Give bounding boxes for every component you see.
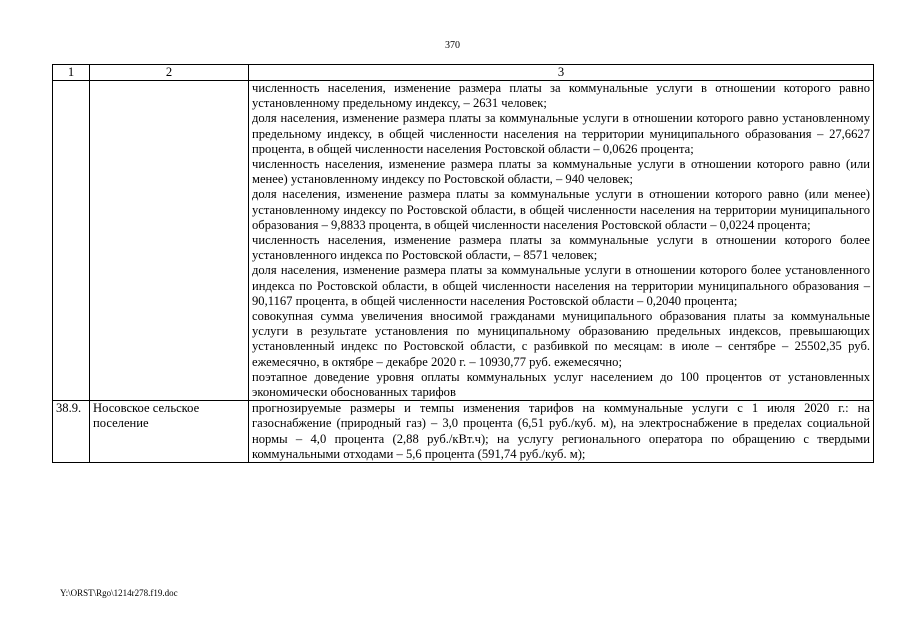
row-content-cell — [249, 401, 874, 463]
content-paragraph: доля населения, изменение размера платы за коммунальные услуги в отношении которого равно установленному предельному индексу, в общей численности населения на территории муниципального образования – 27,6627 процента, в общей численности населения Ростовской области – 0,0626 процента; — [252, 111, 870, 156]
content-paragraph: доля населения, изменение размера платы за коммунальные услуги в отношении которого равно (или менее) установленному индексу по Ростовской области, в общей численности населения на территории муниципального образования – 9,8833 процента, в общей численности населения Ростовской области – 0,0224 процента; — [252, 187, 870, 232]
header-col-3: 3 — [249, 65, 874, 81]
table-header-row — [53, 65, 874, 81]
content-paragraph: численность населения, изменение размера платы за коммунальные услуги в отношении которого равно установленному предельному индексу, – 2631 человек; — [252, 81, 870, 111]
content-paragraph: прогнозируемые размеры и темпы изменения тарифов на коммунальные услуги с 1 июля 2020 г.: на газоснабжение (природный газ) – 3,0 процента (6,51 руб./куб. м), на электроснабжение в пределах социальной нормы – 4,0 процента (2,88 руб./кВт.ч); на услугу регионального оператора по обращению с твердыми коммунальными отходами – 5,6 процента (591,74 руб./куб. м); — [252, 401, 870, 461]
header-col-1: 1 — [53, 65, 90, 81]
row-name-cell: Носовское сельское поселение — [90, 401, 249, 463]
content-paragraph: совокупная сумма увеличения вносимой гражданами муниципального образования платы за коммунальные услуги в результате установления по муниципальному образованию предельных индексов, превышающих установленный индекс по Ростовской области, с разбивкой по месяцам: в июле – сентябре – 25502,35 руб. ежемесячно, в октябре – декабре 2020 г. – 10930,77 руб. ежемесячно; — [252, 309, 870, 369]
content-paragraph: поэтапное доведение уровня оплаты коммунальных услуг населением до 100 процентов от установленных экономически обоснованных тарифов — [252, 369, 870, 400]
content-paragraph: численность населения, изменение размера платы за коммунальные услуги в отношении которого более установленного индекса по Ростовской области, – 8571 человек; — [252, 233, 870, 263]
content-paragraph: доля населения, изменение размера платы за коммунальные услуги в отношении которого более установленного индекса по Ростовской области, в общей численности населения на территории муниципального образования – 90,1167 процента, в общей численности населения Ростовской области – 0,2040 процента; — [252, 263, 870, 308]
row-content-cell — [249, 81, 874, 401]
document-table — [52, 64, 874, 463]
row-number-cell: 38.9. — [53, 401, 90, 463]
row-name-cell — [90, 81, 249, 401]
header-col-2: 2 — [90, 65, 249, 81]
content-paragraph: численность населения, изменение размера платы за коммунальные услуги в отношении которого равно (или менее) установленному индексу по Ростовской области, – 940 человек; — [252, 157, 870, 187]
footer-file-path: Y:\ORST\Rgo\1214r278.f19.doc — [60, 588, 178, 598]
table-row-continuation — [53, 81, 874, 401]
row-number-cell — [53, 81, 90, 401]
page-number: 370 — [445, 40, 460, 51]
table-row-38-9 — [53, 401, 874, 463]
